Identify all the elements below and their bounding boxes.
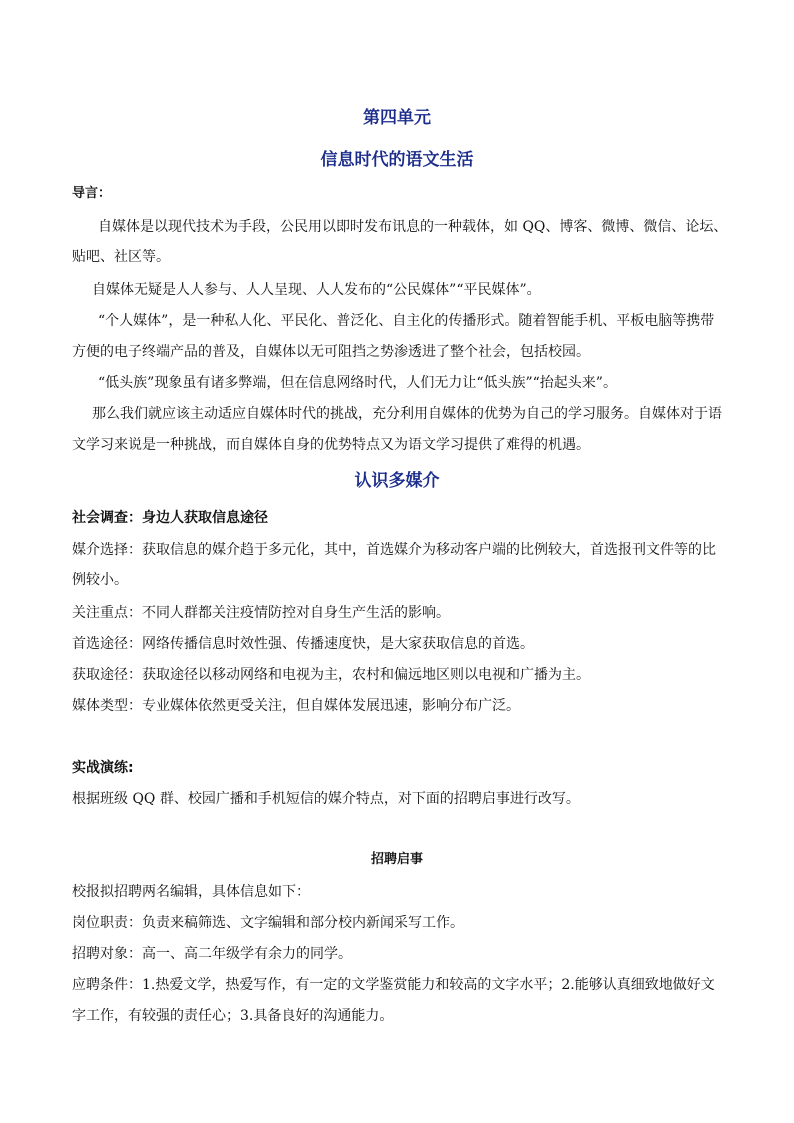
survey-title: 社会调查：身边人获取信息途径 bbox=[72, 510, 268, 526]
practice-instruction: 根据班级 QQ 群、校园广播和手机短信的媒介特点，对下面的招聘启事进行改写。 bbox=[72, 791, 580, 807]
notice-title: 招聘启事 bbox=[370, 852, 423, 867]
survey-item-1-line-1: 媒介选择：获取信息的媒介趋于多元化，其中，首选媒介为移动客户端的比例较大，首选报刊文件等的比 bbox=[72, 542, 716, 558]
intro-paragraph-3-line-2: 方便的电子终端产品的普及，自媒体以无可阻挡之势渗透进了整个社会，包括校园。 bbox=[72, 344, 590, 360]
intro-label: 导言： bbox=[72, 186, 112, 201]
intro-paragraph-1-line-2: 贴吧、社区等。 bbox=[72, 249, 170, 265]
notice-line-5: 字工作，有较强的责任心；3.具备良好的沟通能力。 bbox=[72, 1008, 394, 1024]
unit-title: 第四单元 bbox=[363, 108, 431, 128]
unit-subtitle: 信息时代的语文生活 bbox=[320, 150, 474, 170]
intro-paragraph-2: 自媒体无疑是人人参与、人人呈现、人人发布的“公民媒体”“平民媒体”。 bbox=[92, 282, 541, 298]
survey-item-1-line-2: 例较小。 bbox=[72, 572, 128, 588]
intro-paragraph-3-line-1: “个人媒体”，是一种私人化、平民化、普泛化、自主化的传播形式。随着智能手机、平板电脑等携带 bbox=[98, 313, 715, 329]
survey-item-4: 获取途径：获取途径以移动网络和电视为主，农村和偏远地区则以电视和广播为主。 bbox=[72, 667, 590, 683]
survey-item-2: 关注重点：不同人群都关注疫情防控对自身生产生活的影响。 bbox=[72, 605, 450, 621]
intro-paragraph-4: “低头族”现象虽有诸多弊端，但在信息网络时代，人们无力让“低头族”“抬起头来”。 bbox=[98, 375, 617, 391]
notice-line-3: 招聘对象：高一、高二年级学有余力的同学。 bbox=[72, 946, 352, 962]
notice-line-1: 校报拟招聘两名编辑，具体信息如下： bbox=[72, 884, 310, 900]
notice-line-4: 应聘条件：1.热爱文学，热爱写作，有一定的文学鉴赏能力和较高的文字水平；2.能够认真细致地做好文 bbox=[72, 977, 715, 993]
survey-item-5: 媒体类型：专业媒体依然更受关注，但自媒体发展迅速，影响分布广泛。 bbox=[72, 698, 520, 714]
intro-paragraph-5-line-2: 文学习来说是一种挑战，而自媒体自身的优势特点又为语文学习提供了难得的机遇。 bbox=[72, 437, 590, 453]
section-heading-media: 认识多媒介 bbox=[354, 471, 440, 491]
practice-label: 实战演练: bbox=[72, 760, 134, 776]
intro-paragraph-5-line-1: 那么我们就应该主动适应自媒体时代的挑战，充分利用自媒体的优势为自己的学习服务。自媒体对于语 bbox=[92, 406, 722, 422]
intro-paragraph-1-line-1: 自媒体是以现代技术为手段，公民用以即时发布讯息的一种载体，如 QQ、博客、微博、微信、论坛、 bbox=[98, 219, 728, 235]
survey-item-3: 首选途径：网络传播信息时效性强、传播速度快，是大家获取信息的首选。 bbox=[72, 636, 534, 652]
notice-line-2: 岗位职责：负责来稿筛选、文字编辑和部分校内新闻采写工作。 bbox=[72, 915, 464, 931]
